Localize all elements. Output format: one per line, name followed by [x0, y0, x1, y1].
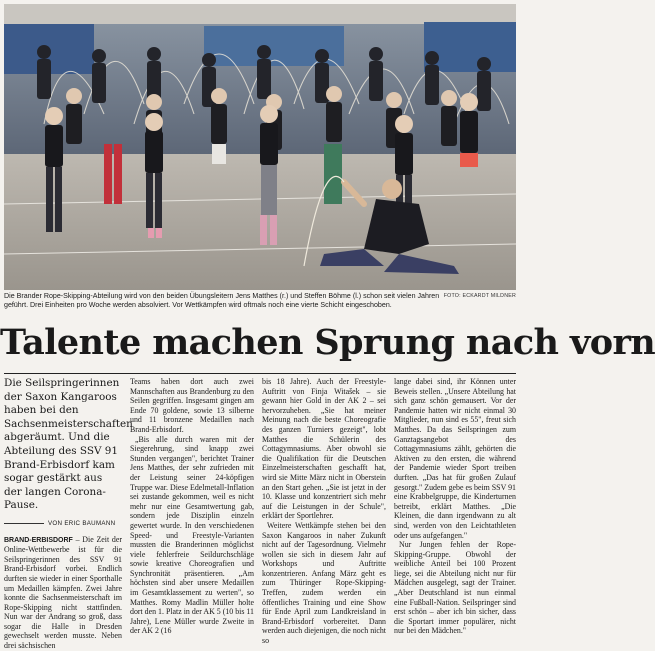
body-paragraph [4, 535, 122, 651]
dateline: BRAND-ERBISDORF [4, 536, 73, 544]
body-paragraph: Nur Jungen fehlen der Rope-Skipping-Gruppe. Obwohl der weibliche Anteil bei 100 Prozent liege, sei die Abteilung nicht nur für Mädchen ausgelegt, sagt der Trainer. „Aber Deutschland ist nun einmal eine Fußball-Nation. Seilspringer sind erst schön – aber ich bin sicher, dass die Sportart immer populärer, nicht nur bei den Mädchen." [394, 540, 516, 636]
body-paragraph: Weitere Wettkämpfe stehen bei den Saxon Kangaroos in naher Zukunft nicht auf der Tagesordnung. Vielmehr wollen sie sich in diesem Jahr auf Workshops und Auftritte konzentrieren. Anfang März geht es zum Thüringer Rope-Skipping-Treffen, zudem werden ein öffentliches Training und eine Show für Ende April zum Landkreisland in Brand-Erbisdorf vorbereitet. Dann werden auch diejenigen, die noch nicht so [262, 520, 386, 646]
body-text: – Die Zeit der Online-Wettbewerbe ist für die Seilspringerinnen des SSV 91 Brand-Erbisdorf vorbei. Endlich durften sie wieder in einer Sporthalle um Medaillen kämpfen. Zwei Jahre konnte die Sachsenmeisterschaft im Rope-Skipping nicht stattfinden. Nun war der Andrang so groß, dass sogar die Halle in Dresden gewechselt werden musste. Neben drei sächsischen [4, 534, 122, 651]
body-paragraph: lange dabei sind, ihr Können unter Beweis stellen. „Unsere Abteilung hat sich ganz schön gemausert. Vor der Pandemie hatten wir nicht einmal 30 Mitglieder, nun sind es 55", freut sich Matthes. Da das Seilspringen zum Ganztagsangebot des Cottagymnasiums zählt, gehörten die Aktiven zu den ersten, die während der Pandemie wieder Sport treiben durften. „Das hat für großen Zulauf gesorgt." Zudem gebe es beim SSV 91 eine Krabbelgruppe, die Kinderturnen betreibt, erklärt Matthes. „Die Kleinen, die dann irgendwann zu alt sind, werden von den Leichtathleten oder uns aufgefangen." [394, 377, 516, 540]
headline: Talente machen Sprung nach vorn [0, 322, 655, 363]
article-column-1 [4, 377, 133, 651]
body-paragraph: „Bis alle durch waren mit der Siegerehrung, sind knapp zwei Stunden vergangen", berichtet Trainer Jens Matthes, der sehr zufrieden mit der Leistung seiner 24-köpfigen Truppe war. Diese Edelmetall-Inflation sei zustande gekommen, weil es nicht mehr nur eine Gesamtwertung gab, sondern jede Disziplin einzeln gewertet wurde. In den verschiedenen Speed- und Freestyle-Varianten mussten die Branderinnen möglichst viele fehlerfreie Seildurchschläge sowie kreative Choreografien und Synchronität präsentieren. „Am höchsten sind aber unsere Medaillen im Gesamtklassement zu werten", so Matthes. Romy Madlin Müller holte dort den 1. Platz in der AK 5 (10 bis 11 Jahre), Lene Müller wurde Zweite in der AK 2 (16 [130, 434, 254, 636]
lead-paragraph: Die Seilspringerinnen der Saxon Kangaroos haben bei den Sachsenmeisterschaften abgeräumt. Und die Abteilung des SSV 91 Brand-Erbisdorf kam sogar gestärkt aus der langen Corona-Pause. [4, 377, 133, 512]
article-column-4 [394, 377, 516, 636]
photo-credit: FOTO: ECKARDT MILDNER [443, 293, 516, 299]
caption-text: Die Brander Rope-Skipping-Abteilung wird von den beiden Übungsleitern Jens Matthes (r.) und Steffen Böhme (l.) schon seit vielen Jahren geführt. Drei Einheiten pro Woche werden absolviert. Vor Wettkämpfen wird oftmals noch eine vierte Schicht eingeschoben. [4, 292, 440, 310]
photo-caption [4, 292, 516, 311]
article-column-3 [262, 377, 386, 646]
article-photo [4, 4, 516, 290]
article-column-2 [130, 377, 254, 636]
gym-photo-illustration [4, 4, 516, 290]
author-byline: VON ERIC BAUMANN [4, 519, 122, 529]
body-paragraph: Teams haben dort auch zwei Mannschaften aus Brandenburg zu den Seilen gegriffen. Insgesamt gingen am Ende 70 goldene, sowie 13 silberne und 11 bronzene Medaillen nach Brand-Erbisdorf. [130, 377, 254, 434]
headline-rule [4, 373, 516, 374]
body-paragraph: bis 18 Jahre). Auch der Freestyle-Auftritt von Finja Witašek – sie gewann hier Gold in der AK 2 – sei hervorzuheben. „Sie hat meiner Meinung nach die beste Choreografie des ganzen Turniers gezeigt", lobt Matthes die Schülerin des Cottagymnasiums. Aber obwohl sie die Qualifikation für die Deutschen Einzelmeisterschaften geschafft hat, wird sie Mitte März nicht in Oberstein an den Start gehen. „Sie ist jetzt in der 10. Klasse und konzentriert sich mehr auf die Leistungen in der Schule", erklärt der Sportlehrer. [262, 377, 386, 521]
